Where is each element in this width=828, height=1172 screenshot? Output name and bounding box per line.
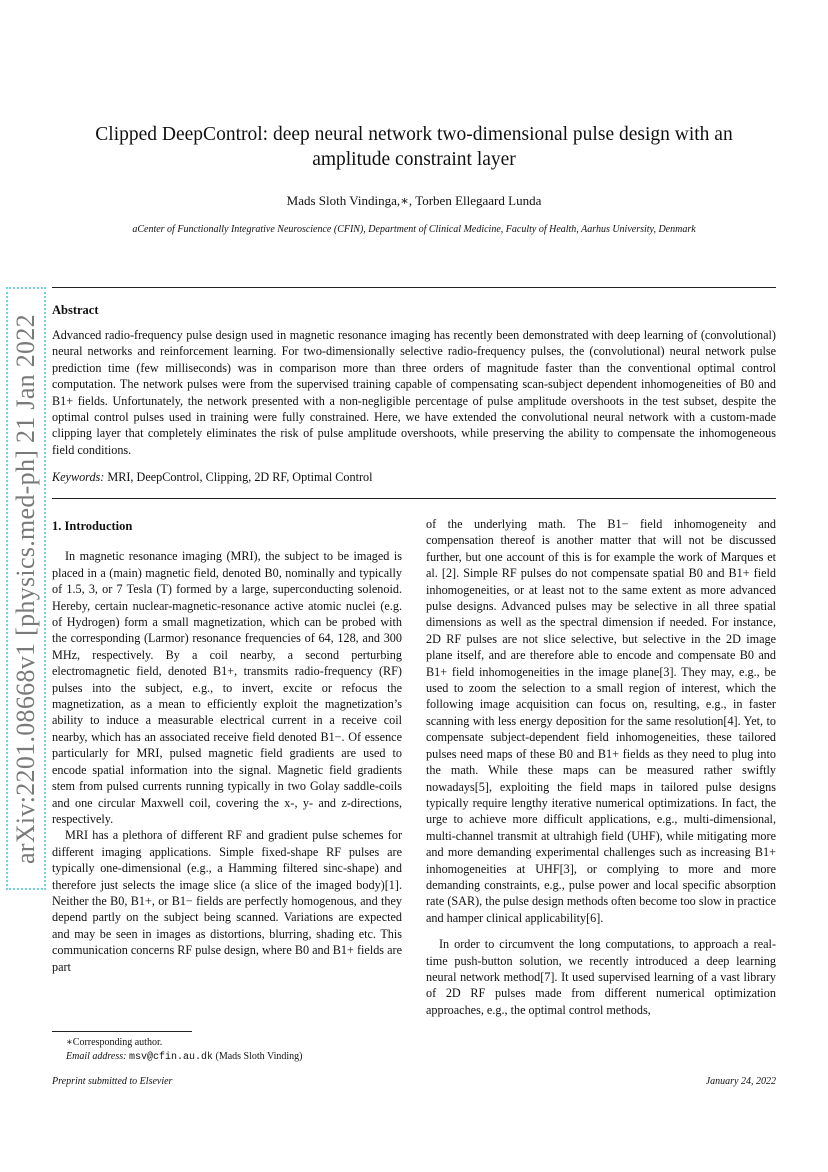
abstract-bottom-rule bbox=[52, 498, 776, 499]
keywords-label: Keywords: bbox=[52, 470, 105, 484]
intro-paragraph-1: In magnetic resonance imaging (MRI), the subject to be imaged is placed in a (main) magnetic field, denoted B0, nominally and typically of 1.5, 3, or 7 Tesla (T) formed by a large, superconducting solenoid. Hereby, certain nuclear-magnetic-resonance active atomic nuclei (e.g. of Hydrogen) form a small magnetization, which can be probed with the corresponding (Larmor) resonance frequencies of 64, 128, and 300 MHz, respectively. By a coil nearby, a second perturbing electromagnetic field, denoted B1+, transmits radio-frequency (RF) pulses into the subject, e.g., to invert, excite or refocus the magnetization, as a mean to efficiently exploit the magnetization’s ability to induce a measurable electrical current in a receive coil nearby, which has an associated receive field denoted B1−. Of essence particularly for MRI, pulsed magnetic field gradients are used to encode spatial information into the signal. Magnetic field gradients stem from pulsed currents running typically in two Golay saddle-coils and one circular Maxwell coil, covering the x-, y- and z-directions, respectively. bbox=[52, 549, 402, 826]
top-rule bbox=[52, 287, 776, 288]
footnote-email-line bbox=[52, 1050, 302, 1065]
footnote-rule bbox=[52, 1031, 192, 1032]
email-name: (Mads Sloth Vinding) bbox=[215, 1051, 303, 1062]
section-1-heading: 1. Introduction bbox=[52, 519, 133, 533]
title-line-1: Clipped DeepControl: deep neural network two-dimensional pulse design with an bbox=[95, 124, 733, 145]
intro-paragraph-3: of the underlying math. The B1− field inhomogeneity and compensation thereof is another matter that will not be discussed further, but one account of this is for example the work of Marques et al. [2]. Simple RF pulses do not compensate spatial B0 and B1+ field inhomogeneities, or at least not to the same extent as more advanced pulse designs. Advanced pulses may be selective in all three spatial dimensions as well as the spectral dimension if needed. For instance, 2D RF pulses are not slice selective, but selective in the 2D image plane itself, and are therefore able to encode and compensate B0 and B1+ field inhomogeneities in the image plane[3]. They may, e.g., be used to zoom the selection to a small region of interest, which the following image acquisition can focus on, resulting, e.g., in faster scanning with less energy deposition for the same resolution[4]. Yet, to compensate subject-dependent field inhomogeneities, these tailored pulses need maps of these B0 and B1+ fields as they need to plug into the math. While these maps can be measured rather swiftly nowadays[5], exploiting the field maps in tailored pulse designs typically require lengthy iterative numerical optimizations. In fact, the urge to achieve more difficult applications, e.g., multi-dimensional, multi-channel transmit at ultrahigh field (UHF), while mitigating more and more demanding experimental challenges such as increasing B1+ inhomogeneities at UHF[3], or complying to more and more demanding constraints, e.g., pulse power and local specific absorption rate (SAR), the pulse design methods often become too slow in practice and hamper clinical applicability[6]. bbox=[426, 517, 776, 925]
abstract-heading: Abstract bbox=[52, 303, 99, 317]
right-column bbox=[426, 516, 776, 1018]
keywords-line bbox=[52, 470, 373, 485]
intro-paragraph-4: In order to circumvent the long computations, to approach a real-time push-button solution, we recently introduced a deep learning neural network method[7]. It used supervised learning of a vast library of 2D RF pulses made from different numerical optimization approaches, e.g., the optimal control methods, bbox=[426, 937, 776, 1017]
left-column bbox=[52, 518, 402, 975]
arxiv-id: arXiv:2201.08668v1 [physics.med-ph] 21 Jan 2022 bbox=[11, 313, 40, 864]
footer-preprint: Preprint submitted to Elsevier bbox=[52, 1076, 173, 1087]
keywords-value: MRI, DeepControl, Clipping, 2D RF, Optimal Control bbox=[107, 470, 373, 484]
abstract-text: Advanced radio-frequency pulse design used in magnetic resonance imaging has recently been demonstrated with deep learning of (convolutional) neural networks and reinforcement learning. For two-dimensionally selective radio-frequency pulses, the (convolutional) neural network pulse prediction time (few milliseconds) was in comparison more than three orders of magnitude faster than the conventional optimal control computation. The network pulses were from the supervised training capable of compensating scan-subject dependent inhomogeneities of B0 and B1+ fields. Unfortunately, the network presented with a non-negligible percentage of pulse amplitude overshoots in the test subset, despite the optimal control pulses used in training were fully constrained. Here, we have extended the convolutional neural network with a custom-made clipping layer that completely eliminates the risk of pulse amplitude overshoots, while preserving the ability to compensate the inhomogeneous field conditions. bbox=[52, 328, 776, 457]
intro-paragraph-2: MRI has a plethora of different RF and gradient pulse schemes for different imaging applications. Simple fixed-shape RF pulses are typically one-dimensional (e.g., a Hamming filtered sinc-shape) and therefore just selects the image slice (a slice of the imaged body)[1]. Neither the B0, B1+, or B1− fields are perfectly homogenous, and they depend partly on the subject being scanned. Variations are expected and may be seen in images as distortions, blurring, shading etc. This communication concerns RF pulse design, where B0 and B1+ fields are part bbox=[52, 828, 402, 974]
footer-date: January 24, 2022 bbox=[705, 1076, 776, 1087]
footnote bbox=[52, 1036, 302, 1065]
authors: Mads Sloth Vindinga,∗, Torben Ellegaard Lunda bbox=[286, 193, 542, 208]
title-line-2: amplitude constraint layer bbox=[312, 149, 516, 170]
paper-title bbox=[60, 122, 768, 172]
email-label: Email address: bbox=[66, 1051, 127, 1062]
footnote-corresponding: ∗Corresponding author. bbox=[66, 1037, 163, 1048]
email-address[interactable]: msv@cfin.au.dk bbox=[128, 1052, 213, 1063]
affiliation: aCenter of Functionally Integrative Neuroscience (CFIN), Department of Clinical Medicine, Faculty of Health, Aarhus University, Denmark bbox=[132, 224, 696, 235]
arxiv-stamp bbox=[6, 287, 46, 890]
